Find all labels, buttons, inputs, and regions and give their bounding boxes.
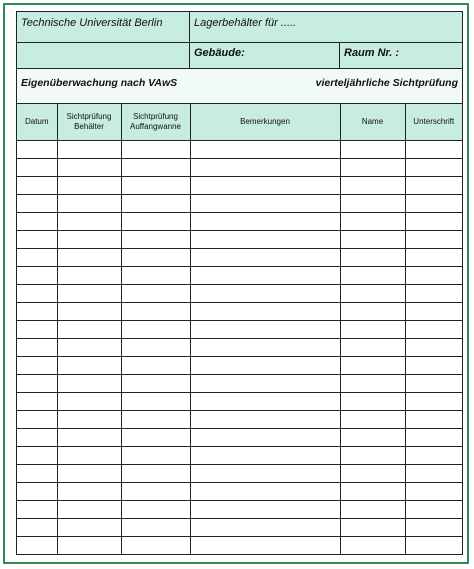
entry-cell-datum[interactable] — [17, 464, 57, 482]
entry-cell-bemerkungen[interactable] — [190, 536, 340, 554]
column-header-label: Unterschrift — [413, 116, 455, 126]
entry-cell-unterschrift[interactable] — [405, 212, 462, 230]
entry-cell-sichtprufung-behalter[interactable] — [57, 176, 121, 194]
entry-cell-bemerkungen[interactable] — [190, 302, 340, 320]
entry-cell-datum[interactable] — [17, 158, 57, 176]
table-row — [17, 284, 462, 302]
entry-cell-datum[interactable] — [17, 446, 57, 464]
entry-cell-sichtprufung-behalter[interactable] — [57, 392, 121, 410]
table-row — [17, 230, 462, 248]
entry-cell-sichtprufung-behalter[interactable] — [57, 248, 121, 266]
column-header-label: Sichtprüfung — [133, 111, 178, 121]
table-row — [17, 176, 462, 194]
entry-cell-unterschrift[interactable] — [405, 464, 462, 482]
entry-cell-unterschrift[interactable] — [405, 518, 462, 536]
entry-cell-bemerkungen[interactable] — [190, 320, 340, 338]
column-header-sichtprufung-auffangwanne — [121, 104, 190, 140]
entry-cell-sichtprufung-behalter[interactable] — [57, 356, 121, 374]
entry-cell-datum[interactable] — [17, 392, 57, 410]
entry-cell-sichtprufung-auffangwanne[interactable] — [121, 374, 190, 392]
entry-cell-unterschrift[interactable] — [405, 446, 462, 464]
entry-cell-datum[interactable] — [17, 176, 57, 194]
column-header-datum — [17, 104, 57, 140]
entry-cell-bemerkungen[interactable] — [190, 392, 340, 410]
entry-cell-name[interactable] — [340, 158, 405, 176]
table-row — [17, 392, 462, 410]
entry-cell-name[interactable] — [340, 374, 405, 392]
table-row — [17, 482, 462, 500]
entry-cell-unterschrift[interactable] — [405, 374, 462, 392]
entry-cell-datum[interactable] — [17, 140, 57, 158]
entry-cell-sichtprufung-behalter[interactable] — [57, 374, 121, 392]
column-header-label: Sichtprüfung — [66, 111, 112, 121]
entry-cell-sichtprufung-behalter[interactable] — [57, 284, 121, 302]
entry-cell-datum[interactable] — [17, 302, 57, 320]
entry-cell-bemerkungen[interactable] — [190, 248, 340, 266]
column-header-sublabel: Behälter — [74, 121, 104, 131]
table-row — [17, 140, 462, 158]
entry-cell-bemerkungen[interactable] — [190, 338, 340, 356]
entry-cell-unterschrift[interactable] — [405, 176, 462, 194]
entry-cell-sichtprufung-behalter[interactable] — [57, 230, 121, 248]
table-row — [17, 302, 462, 320]
table-row — [17, 320, 462, 338]
table-row — [17, 158, 462, 176]
entry-cell-datum[interactable] — [17, 500, 57, 518]
entry-cell-sichtprufung-auffangwanne[interactable] — [121, 284, 190, 302]
table-row — [17, 194, 462, 212]
entry-cell-unterschrift[interactable] — [405, 248, 462, 266]
entry-cell-sichtprufung-auffangwanne[interactable] — [121, 194, 190, 212]
entry-cell-sichtprufung-auffangwanne[interactable] — [121, 338, 190, 356]
entry-cell-unterschrift[interactable] — [405, 320, 462, 338]
entry-cell-name[interactable] — [340, 212, 405, 230]
inspection-form — [16, 11, 463, 555]
table-row — [17, 428, 462, 446]
entry-cell-datum[interactable] — [17, 320, 57, 338]
entry-cell-sichtprufung-auffangwanne[interactable] — [121, 302, 190, 320]
inspection-interval-text: vierteljährliche Sichtprüfung — [315, 77, 458, 89]
entry-cell-name[interactable] — [340, 464, 405, 482]
table-row — [17, 518, 462, 536]
entry-cell-sichtprufung-behalter[interactable] — [57, 410, 121, 428]
entry-cell-datum[interactable] — [17, 356, 57, 374]
table-row — [17, 212, 462, 230]
table-row — [17, 374, 462, 392]
entry-cell-sichtprufung-auffangwanne[interactable] — [121, 446, 190, 464]
entry-cell-datum[interactable] — [17, 266, 57, 284]
entry-cell-unterschrift[interactable] — [405, 410, 462, 428]
entry-cell-datum[interactable] — [17, 284, 57, 302]
entry-cell-sichtprufung-auffangwanne[interactable] — [121, 212, 190, 230]
entry-cell-sichtprufung-behalter[interactable] — [57, 536, 121, 554]
entry-cell-sichtprufung-auffangwanne[interactable] — [121, 536, 190, 554]
table-row — [17, 338, 462, 356]
building-cell[interactable] — [190, 43, 340, 69]
regulation-text: Eigenüberwachung nach VAwS — [21, 77, 178, 89]
entry-cell-bemerkungen[interactable] — [190, 374, 340, 392]
entry-cell-sichtprufung-auffangwanne[interactable] — [121, 320, 190, 338]
entry-cell-sichtprufung-behalter[interactable] — [57, 428, 121, 446]
table-row — [17, 446, 462, 464]
entry-cell-bemerkungen[interactable] — [190, 446, 340, 464]
entry-cell-name[interactable] — [340, 482, 405, 500]
entry-cell-sichtprufung-behalter[interactable] — [57, 482, 121, 500]
entry-cell-sichtprufung-auffangwanne[interactable] — [121, 464, 190, 482]
entry-cell-name[interactable] — [340, 266, 405, 284]
entry-cell-name[interactable] — [340, 392, 405, 410]
entry-cell-name[interactable] — [340, 302, 405, 320]
entry-cell-sichtprufung-behalter[interactable] — [57, 320, 121, 338]
entry-cell-unterschrift[interactable] — [405, 536, 462, 554]
entry-cell-sichtprufung-behalter[interactable] — [57, 338, 121, 356]
entry-cell-name[interactable] — [340, 140, 405, 158]
entry-cell-datum[interactable] — [17, 194, 57, 212]
column-header-label: Bemerkungen — [240, 116, 290, 126]
entry-cell-bemerkungen[interactable] — [190, 158, 340, 176]
entry-cell-datum[interactable] — [17, 428, 57, 446]
column-header-bemerkungen — [190, 104, 340, 140]
entry-cell-name[interactable] — [340, 428, 405, 446]
entry-cell-name[interactable] — [340, 446, 405, 464]
column-header-label: Name — [361, 116, 384, 126]
building-label: Gebäude: — [194, 47, 245, 59]
entry-cell-unterschrift[interactable] — [405, 428, 462, 446]
column-header-label: Datum — [24, 116, 49, 126]
room-cell[interactable] — [340, 43, 462, 69]
column-header-sublabel: Auffangwanne — [129, 121, 181, 131]
entry-cell-name[interactable] — [340, 320, 405, 338]
entry-cell-name[interactable] — [340, 284, 405, 302]
entry-cell-sichtprufung-behalter[interactable] — [57, 518, 121, 536]
entry-cell-bemerkungen[interactable] — [190, 284, 340, 302]
entry-cell-sichtprufung-auffangwanne[interactable] — [121, 410, 190, 428]
entry-cell-datum[interactable] — [17, 230, 57, 248]
entry-cell-bemerkungen[interactable] — [190, 482, 340, 500]
entry-cell-datum[interactable] — [17, 212, 57, 230]
inspection-log-table — [17, 104, 462, 555]
entry-cell-bemerkungen[interactable] — [190, 464, 340, 482]
container-cell[interactable] — [190, 12, 462, 43]
entry-cell-sichtprufung-auffangwanne[interactable] — [121, 248, 190, 266]
entry-cell-sichtprufung-auffangwanne[interactable] — [121, 140, 190, 158]
table-row — [17, 500, 462, 518]
entry-cell-sichtprufung-behalter[interactable] — [57, 158, 121, 176]
entry-cell-sichtprufung-behalter[interactable] — [57, 212, 121, 230]
blank-header-cell — [17, 43, 190, 69]
entry-cell-sichtprufung-behalter[interactable] — [57, 446, 121, 464]
entry-cell-name[interactable] — [340, 230, 405, 248]
entry-cell-bemerkungen[interactable] — [190, 410, 340, 428]
entry-cell-bemerkungen[interactable] — [190, 500, 340, 518]
entry-cell-sichtprufung-behalter[interactable] — [57, 266, 121, 284]
entry-cell-unterschrift[interactable] — [405, 356, 462, 374]
entry-cell-name[interactable] — [340, 356, 405, 374]
entry-cell-name[interactable] — [340, 176, 405, 194]
entry-cell-name[interactable] — [340, 500, 405, 518]
entry-cell-bemerkungen[interactable] — [190, 194, 340, 212]
entry-cell-sichtprufung-auffangwanne[interactable] — [121, 518, 190, 536]
entry-cell-name[interactable] — [340, 536, 405, 554]
entry-cell-unterschrift[interactable] — [405, 302, 462, 320]
entry-cell-datum[interactable] — [17, 410, 57, 428]
table-header-row — [17, 104, 462, 140]
entry-cell-name[interactable] — [340, 338, 405, 356]
room-label: Raum Nr. : — [344, 47, 400, 59]
entry-cell-bemerkungen[interactable] — [190, 140, 340, 158]
regulation-banner — [17, 69, 462, 104]
entry-cell-sichtprufung-behalter[interactable] — [57, 302, 121, 320]
entry-cell-bemerkungen[interactable] — [190, 428, 340, 446]
entry-cell-datum[interactable] — [17, 482, 57, 500]
entry-cell-datum[interactable] — [17, 338, 57, 356]
entry-cell-bemerkungen[interactable] — [190, 518, 340, 536]
entry-cell-datum[interactable] — [17, 248, 57, 266]
table-row — [17, 266, 462, 284]
entry-cell-unterschrift[interactable] — [405, 230, 462, 248]
column-header-name — [340, 104, 405, 140]
entry-cell-bemerkungen[interactable] — [190, 230, 340, 248]
container-label: Lagerbehälter für ..... — [194, 17, 297, 29]
entry-cell-unterschrift[interactable] — [405, 266, 462, 284]
entry-cell-unterschrift[interactable] — [405, 482, 462, 500]
entry-cell-sichtprufung-behalter[interactable] — [57, 140, 121, 158]
entry-cell-unterschrift[interactable] — [405, 194, 462, 212]
entry-cell-sichtprufung-behalter[interactable] — [57, 464, 121, 482]
column-header-unterschrift — [405, 104, 462, 140]
entry-cell-datum[interactable] — [17, 374, 57, 392]
entry-cell-name[interactable] — [340, 518, 405, 536]
entry-cell-sichtprufung-auffangwanne[interactable] — [121, 176, 190, 194]
institution-name: Technische Universität Berlin — [21, 17, 163, 29]
entry-cell-name[interactable] — [340, 248, 405, 266]
table-row — [17, 536, 462, 554]
entry-cell-bemerkungen[interactable] — [190, 212, 340, 230]
entry-cell-unterschrift[interactable] — [405, 392, 462, 410]
entry-cell-bemerkungen[interactable] — [190, 176, 340, 194]
entry-cell-sichtprufung-auffangwanne[interactable] — [121, 158, 190, 176]
column-header-sichtprufung-behalter — [57, 104, 121, 140]
entry-cell-unterschrift[interactable] — [405, 284, 462, 302]
entry-cell-unterschrift[interactable] — [405, 140, 462, 158]
entry-cell-bemerkungen[interactable] — [190, 356, 340, 374]
entry-cell-sichtprufung-auffangwanne[interactable] — [121, 482, 190, 500]
entry-cell-bemerkungen[interactable] — [190, 266, 340, 284]
institution-cell — [17, 12, 190, 43]
entry-cell-sichtprufung-behalter[interactable] — [57, 500, 121, 518]
entry-cell-unterschrift[interactable] — [405, 158, 462, 176]
entry-cell-sichtprufung-auffangwanne[interactable] — [121, 266, 190, 284]
table-row — [17, 248, 462, 266]
entry-cell-sichtprufung-auffangwanne[interactable] — [121, 428, 190, 446]
entry-cell-datum[interactable] — [17, 536, 57, 554]
entry-cell-sichtprufung-auffangwanne[interactable] — [121, 392, 190, 410]
table-row — [17, 410, 462, 428]
entry-cell-name[interactable] — [340, 410, 405, 428]
table-row — [17, 464, 462, 482]
entry-cell-sichtprufung-behalter[interactable] — [57, 194, 121, 212]
entry-cell-sichtprufung-auffangwanne[interactable] — [121, 356, 190, 374]
entry-cell-unterschrift[interactable] — [405, 500, 462, 518]
table-row — [17, 356, 462, 374]
entry-cell-name[interactable] — [340, 194, 405, 212]
entry-cell-unterschrift[interactable] — [405, 338, 462, 356]
entry-cell-datum[interactable] — [17, 518, 57, 536]
entry-cell-sichtprufung-auffangwanne[interactable] — [121, 500, 190, 518]
entry-cell-sichtprufung-auffangwanne[interactable] — [121, 230, 190, 248]
